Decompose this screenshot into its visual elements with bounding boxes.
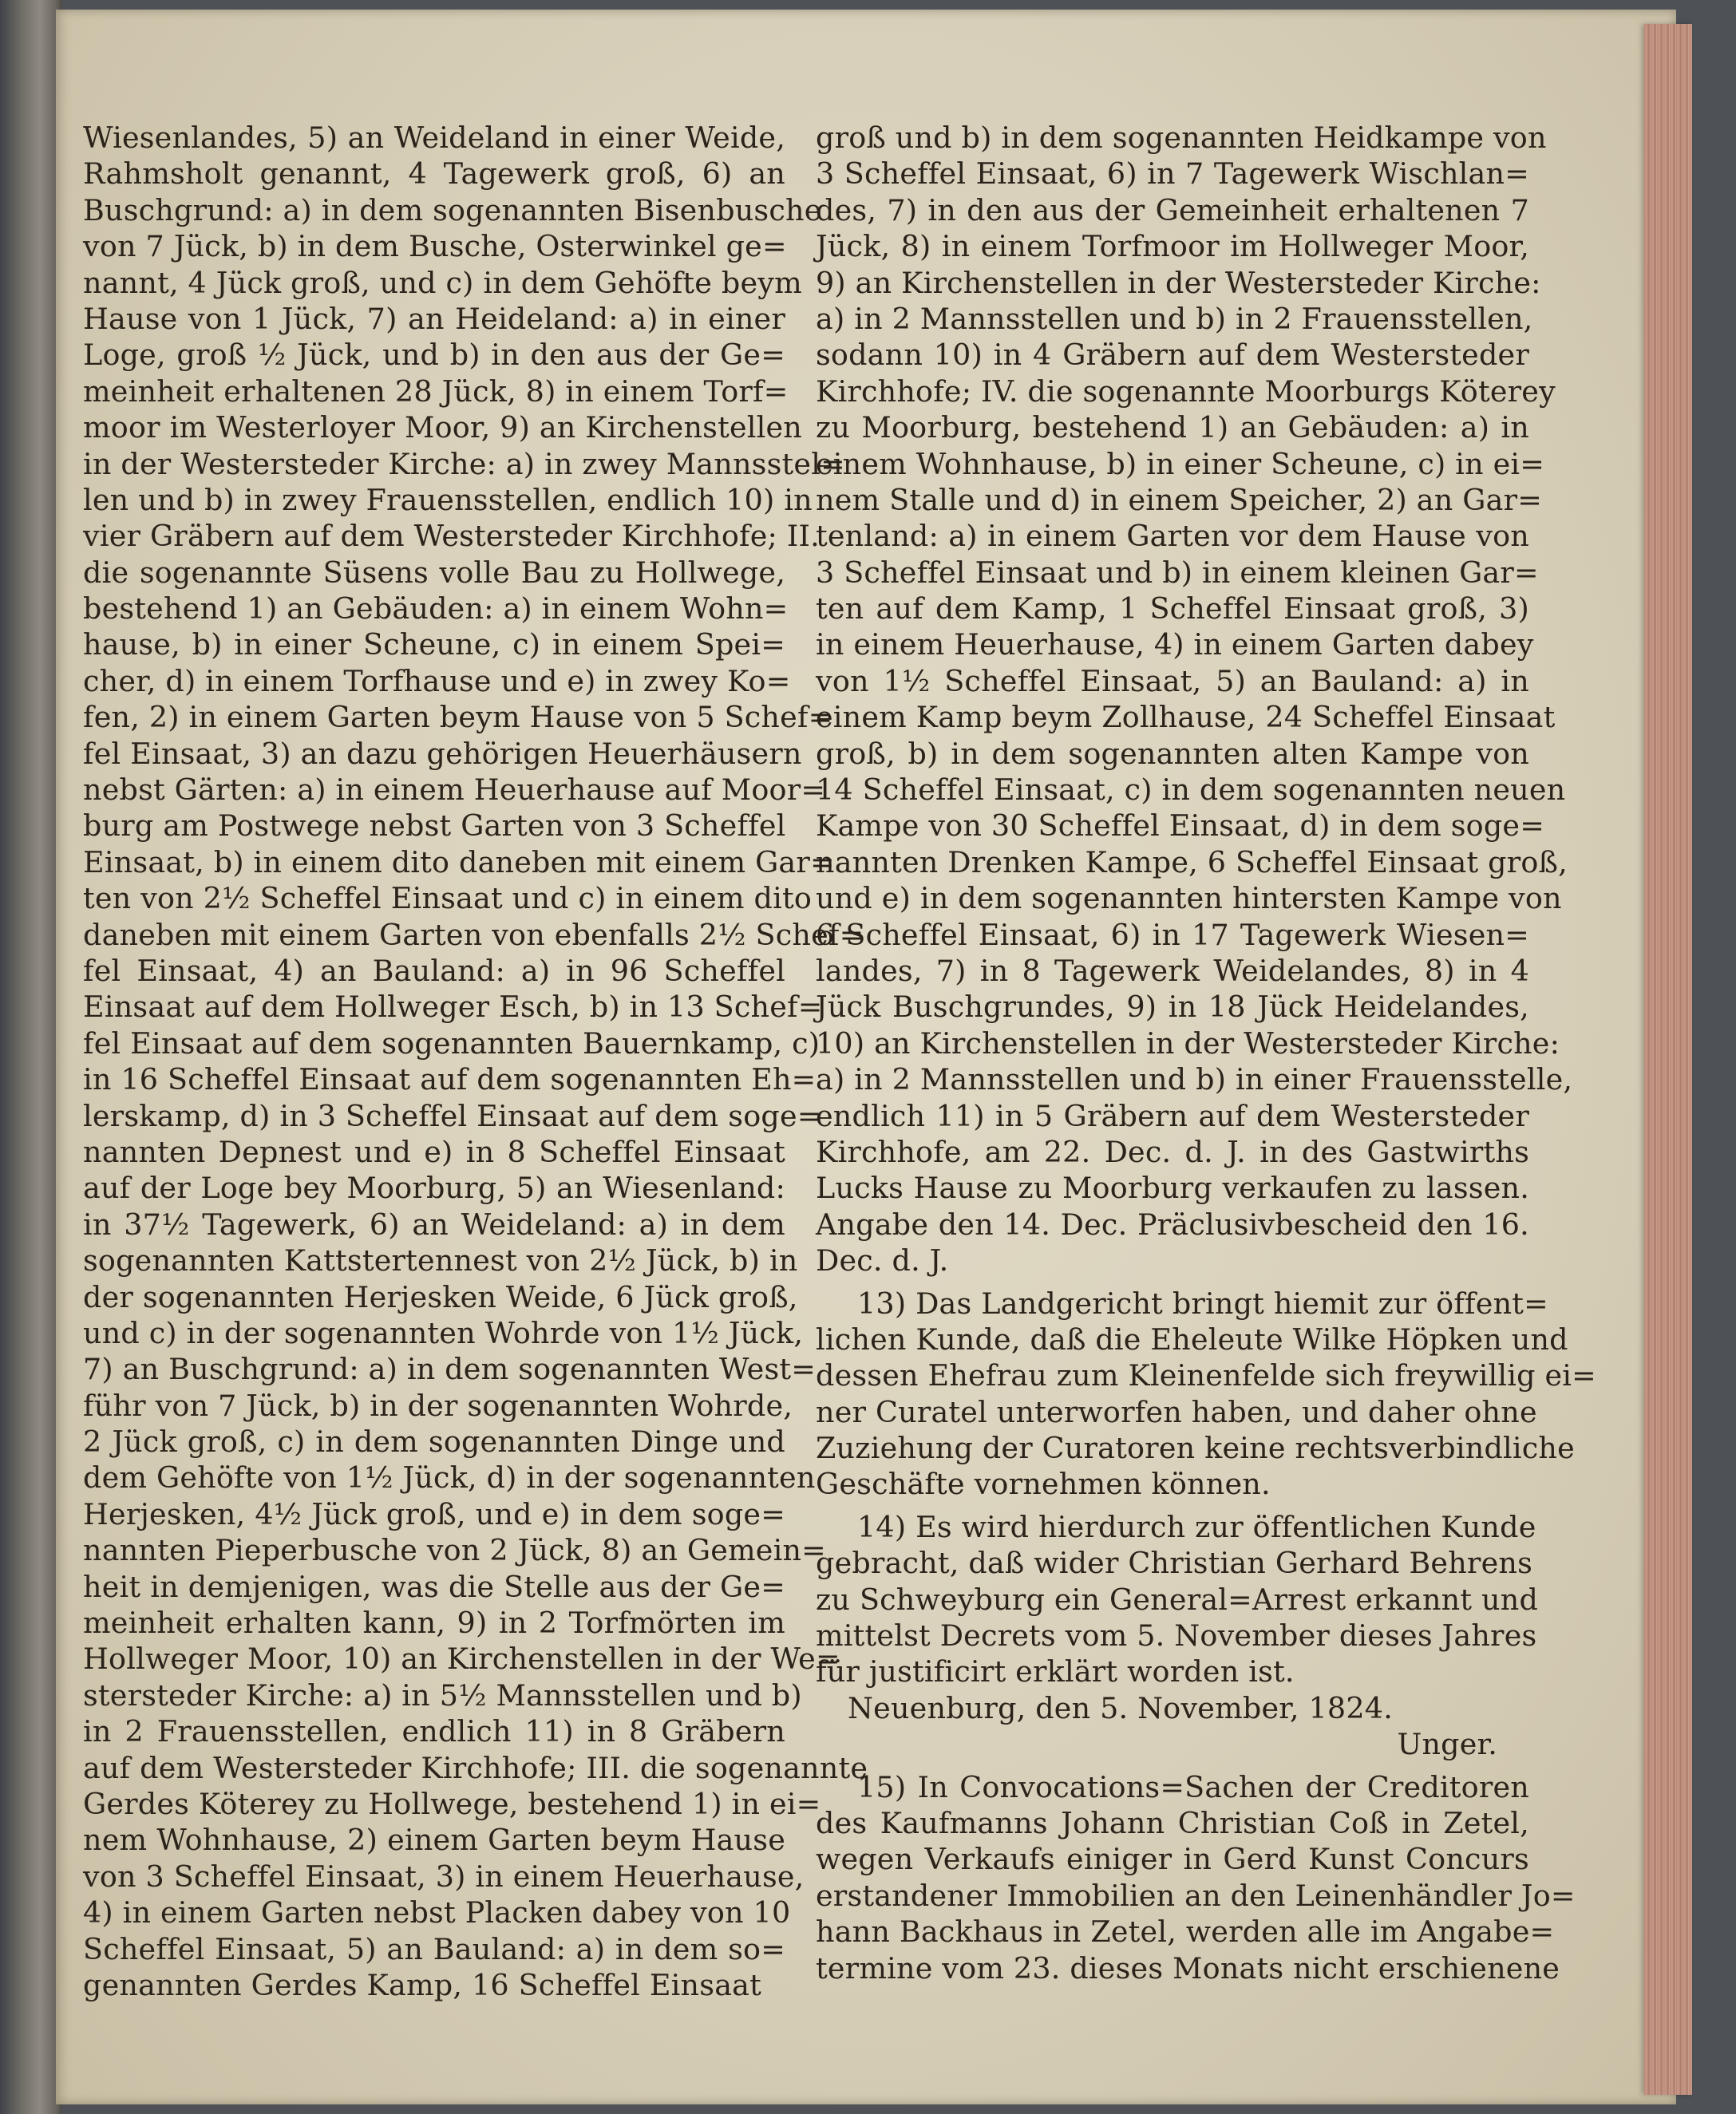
text-line: daneben mit einem Garten von ebenfalls 2½ Schef=	[83, 917, 864, 952]
text-line: Einsaat auf dem Hollweger Esch, b) in 13 Schef=	[83, 990, 823, 1025]
text-line: 3 Scheffel Einsaat und b) in einem kleinen Gar=	[816, 555, 1539, 590]
text-line: auf der Loge bey Moorburg, 5) an Wiesenland:	[83, 1171, 785, 1206]
text-line: ten von 2½ Scheffel Einsaat und c) in einem dito	[83, 881, 813, 916]
text-line: 3 Scheffel Einsaat, 6) in 7 Tagewerk Wischlan=	[816, 156, 1529, 192]
text-line: 7) an Buschgrund: a) in dem sogenannten West=	[83, 1352, 817, 1387]
text-line: nebst Gärten: a) in einem Heuerhause auf Moor=	[83, 772, 826, 808]
text-line: in 2 Frauensstellen, endlich 11) in 8 Gräbern	[83, 1714, 785, 1749]
text-line: für justificirt erklärt worden ist.	[816, 1654, 1295, 1689]
text-line: Geschäfte vornehmen können.	[816, 1467, 1271, 1502]
text-line: in 37½ Tagewerk, 6) an Weideland: a) in dem	[83, 1207, 785, 1242]
text-line: stersteder Kirche: a) in 5½ Mannsstellen und b)	[83, 1677, 802, 1713]
text-line: und c) in der sogenannten Wohrde von 1½ Jück,	[83, 1315, 804, 1350]
text-line: und e) in dem sogenannten hintersten Kampe von	[816, 881, 1562, 916]
text-line: ten auf dem Kamp, 1 Scheffel Einsaat groß, 3)	[816, 591, 1529, 626]
right-text-column	[816, 120, 1596, 1986]
text-line: groß, b) in dem sogenannten alten Kampe von	[816, 736, 1529, 771]
left-text-column	[83, 120, 868, 2003]
text-line: zu Schweyburg ein General=Arrest erkannt und	[816, 1582, 1539, 1617]
book-gutter	[0, 0, 62, 2114]
text-line: gebracht, daß wider Christian Gerhard Behrens	[816, 1546, 1533, 1581]
text-line: nem Stalle und d) in einem Speicher, 2) an Gar=	[816, 482, 1542, 517]
text-line: meinheit erhaltenen 28 Jück, 8) in einem Torf=	[83, 373, 789, 409]
text-line: dem Gehöfte von 1½ Jück, d) in der sogenannten	[83, 1460, 816, 1496]
text-line: Zuziehung der Curatoren keine rechtsverbindliche	[816, 1431, 1575, 1466]
text-line: Kampe von 30 Scheffel Einsaat, d) in dem soge=	[816, 808, 1544, 844]
text-line: meinheit erhalten kann, 9) in 2 Torfmörten im	[83, 1606, 785, 1641]
text-line: burg am Postwege nebst Garten von 3 Scheffel	[83, 808, 786, 844]
text-line: bestehend 1) an Gebäuden: a) in einem Wohn=	[83, 591, 789, 626]
text-line: des, 7) in den aus der Gemeinheit erhaltenen 7	[816, 192, 1529, 227]
text-line: sogenannten Kattstertennest von 2½ Jück, b) in	[83, 1243, 798, 1278]
text-line: Jück Buschgrundes, 9) in 18 Jück Heidelandes,	[816, 990, 1529, 1025]
text-line: hann Backhaus in Zetel, werden alle im Angabe=	[816, 1914, 1555, 1950]
text-line: in der Westersteder Kirche: a) in zwey Mannsstel=	[83, 446, 845, 481]
text-line: einem Wohnhause, b) in einer Scheune, c) in ei=	[816, 446, 1545, 481]
text-line: des Kaufmanns Johann Christian Coß in Zetel,	[816, 1805, 1529, 1840]
text-line: Rahmsholt genannt, 4 Tagewerk groß, 6) an	[83, 156, 785, 192]
text-line: Jück, 8) in einem Torfmoor im Hollweger Moor,	[816, 229, 1529, 264]
text-line: fel Einsaat auf dem sogenannten Bauernkamp, c)	[83, 1025, 821, 1061]
text-line: Hause von 1 Jück, 7) an Heideland: a) in einer	[83, 301, 785, 336]
text-line: nannten Depnest und e) in 8 Scheffel Einsaat	[83, 1134, 785, 1169]
text-line: cher, d) in einem Torfhause und e) in zwey Ko=	[83, 663, 791, 698]
text-line: Neuenburg, den 5. November, 1824.	[848, 1690, 1393, 1725]
text-line: moor im Westerloyer Moor, 9) an Kirchenstellen	[83, 410, 803, 445]
text-line: nannten Drenken Kampe, 6 Scheffel Einsaat groß,	[816, 844, 1568, 879]
page-edges	[1644, 24, 1692, 2095]
text-line: nem Wohnhause, 2) einem Garten beym Hause	[83, 1823, 785, 1858]
text-line: Hollweger Moor, 10) an Kirchenstellen in der We=	[83, 1642, 840, 1677]
text-line: a) in 2 Mannsstellen und b) in einer Frauensstelle,	[816, 1062, 1573, 1097]
text-line: 13) Das Landgericht bringt hiemit zur öffent=	[857, 1286, 1548, 1321]
text-line: dessen Ehefrau zum Kleinenfelde sich freywillig ei=	[816, 1358, 1596, 1393]
text-line: fel Einsaat, 4) an Bauland: a) in 96 Scheffel	[83, 953, 785, 988]
text-line: 6 Scheffel Einsaat, 6) in 17 Tagewerk Wiesen=	[816, 917, 1529, 952]
text-line: in einem Heuerhause, 4) in einem Garten dabey	[816, 627, 1534, 662]
text-line: wegen Verkaufs einiger in Gerd Kunst Concurs	[816, 1842, 1529, 1877]
text-line: Kirchhofe, am 22. Dec. d. J. in des Gastwirths	[816, 1134, 1529, 1169]
text-line: führ von 7 Jück, b) in der sogenannten Wohrde,	[83, 1388, 793, 1423]
text-line: 9) an Kirchenstellen in der Westersteder Kirche:	[816, 265, 1541, 300]
text-line: heit in demjenigen, was die Stelle aus der Ge=	[83, 1569, 785, 1604]
text-line: Unger.	[1397, 1727, 1497, 1762]
text-line: termine vom 23. dieses Monats nicht erschienene	[816, 1950, 1560, 1986]
text-line: a) in 2 Mannsstellen und b) in 2 Frauensstellen,	[816, 301, 1533, 336]
text-line: 14) Es wird hierdurch zur öffentlichen Kunde	[857, 1509, 1536, 1544]
text-line: in 16 Scheffel Einsaat auf dem sogenannten Eh=	[83, 1062, 817, 1097]
text-line: 2 Jück groß, c) in dem sogenannten Dinge und	[83, 1424, 785, 1460]
text-line: landes, 7) in 8 Tagewerk Weidelandes, 8) in 4	[816, 953, 1529, 988]
text-line: Lucks Hause zu Moorburg verkaufen zu lassen.	[816, 1171, 1529, 1206]
text-line: groß und b) in dem sogenannten Heidkampe von	[816, 121, 1547, 155]
text-line: genannten Gerdes Kamp, 16 Scheffel Einsaat	[83, 1967, 761, 2002]
text-line: len und b) in zwey Frauensstellen, endlich 10) in	[83, 482, 813, 517]
text-line: die sogenannte Süsens volle Bau zu Hollwege,	[83, 555, 785, 590]
text-line: Kirchhofe; IV. die sogenannte Moorburgs Köterey	[816, 373, 1556, 409]
text-line: hause, b) in einer Scheune, c) in einem Spei=	[83, 627, 785, 662]
text-line: Einsaat, b) in einem dito daneben mit einem Gar=	[83, 844, 835, 879]
text-line: ner Curatel unterworfen haben, und daher ohne	[816, 1394, 1537, 1429]
text-line: lichen Kunde, daß die Eheleute Wilke Höpken und	[816, 1322, 1568, 1357]
text-line: fel Einsaat, 3) an dazu gehörigen Heuerhäusern	[83, 736, 802, 771]
text-line: nannt, 4 Jück groß, und c) in dem Gehöfte beym	[83, 265, 802, 300]
text-line: der sogenannten Herjesken Weide, 6 Jück groß,	[83, 1279, 798, 1314]
text-line: 4) in einem Garten nebst Placken dabey von 10	[83, 1895, 791, 1930]
text-line: erstandener Immobilien an den Leinenhändler Jo=	[816, 1878, 1576, 1913]
text-line: sodann 10) in 4 Gräbern auf dem Westersteder	[816, 338, 1529, 373]
text-line: zu Moorburg, bestehend 1) an Gebäuden: a) in	[816, 410, 1529, 445]
text-line: Wiesenlandes, 5) an Weideland in einer Weide,	[83, 121, 785, 155]
text-line: 15) In Convocations=Sachen der Creditoren	[857, 1769, 1529, 1804]
text-line: auf dem Westersteder Kirchhofe; III. die sogenannte	[83, 1750, 868, 1785]
text-line: einem Kamp beym Zollhause, 24 Scheffel Einsaat	[816, 700, 1556, 735]
text-line: 10) an Kirchenstellen in der Westersteder Kirche:	[816, 1025, 1560, 1061]
text-line: vier Gräbern auf dem Westersteder Kirchhofe; II.	[83, 519, 820, 554]
text-line: Gerdes Köterey zu Hollwege, bestehend 1) in ei=	[83, 1786, 821, 1821]
text-line: endlich 11) in 5 Gräbern auf dem Westersteder	[816, 1098, 1529, 1133]
text-line: Loge, groß ½ Jück, und b) in den aus der Ge=	[83, 338, 785, 373]
text-line: Scheffel Einsaat, 5) an Bauland: a) in dem so=	[83, 1931, 785, 1966]
text-line: 14 Scheffel Einsaat, c) in dem sogenannten neuen	[816, 772, 1566, 808]
text-line: von 7 Jück, b) in dem Busche, Osterwinkel ge=	[83, 229, 787, 264]
text-line: von 1½ Scheffel Einsaat, 5) an Bauland: a) in	[816, 663, 1529, 698]
text-line: von 3 Scheffel Einsaat, 3) in einem Heuerhause,	[83, 1859, 805, 1894]
text-line: tenland: a) in einem Garten vor dem Hause von	[816, 519, 1529, 554]
text-line: Buschgrund: a) in dem sogenannten Bisenbusche	[83, 192, 822, 227]
text-line: Angabe den 14. Dec. Präclusivbescheid den 16.	[816, 1207, 1529, 1242]
text-line: lerskamp, d) in 3 Scheffel Einsaat auf dem soge=	[83, 1098, 822, 1133]
text-line: mittelst Decrets vom 5. November dieses Jahres	[816, 1618, 1537, 1654]
text-line: nannten Pieperbusche von 2 Jück, 8) an Gemein=	[83, 1533, 826, 1568]
text-line: Dec. d. J.	[816, 1243, 949, 1278]
text-line: fen, 2) in einem Garten beym Hause von 5 Schef=	[83, 700, 833, 735]
text-line: Herjesken, 4½ Jück groß, und e) in dem soge=	[83, 1496, 785, 1531]
